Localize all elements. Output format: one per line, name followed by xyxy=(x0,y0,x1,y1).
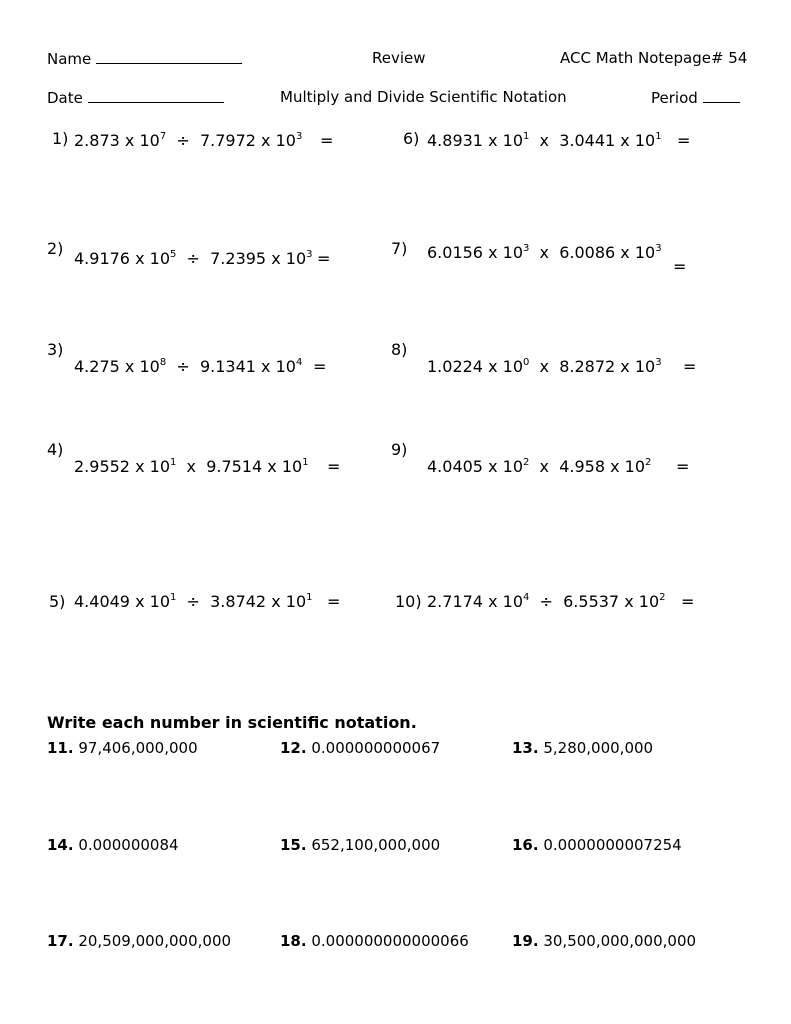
operand-b: 7.2395 xyxy=(210,249,267,268)
operator: x xyxy=(186,457,197,476)
operator: x xyxy=(539,131,550,150)
exponent-a: 7 xyxy=(159,131,167,142)
operator: x xyxy=(539,243,550,262)
exponent-a: 1 xyxy=(170,457,177,468)
sn-item-number: 16. xyxy=(512,836,539,854)
times-ten-a: x 10 xyxy=(124,131,160,150)
equals-sign: = xyxy=(327,457,341,476)
problem-expression xyxy=(427,243,662,262)
sn-item-17 xyxy=(47,932,231,950)
date-blank[interactable] xyxy=(88,88,224,103)
times-ten-b: x 10 xyxy=(271,249,307,268)
times-ten-a: x 10 xyxy=(488,243,523,262)
operand-a: 4.4049 xyxy=(74,592,130,611)
exponent-a: 1 xyxy=(170,592,177,603)
sn-item-value: 97,406,000,000 xyxy=(73,739,198,757)
operator: x xyxy=(539,357,550,376)
operand-b: 6.0086 xyxy=(559,243,616,262)
sn-item-18 xyxy=(280,932,469,950)
equals-sign: = xyxy=(681,592,695,611)
section-instruction: Write each number in scientific notation. xyxy=(47,713,417,732)
sn-item-number: 17. xyxy=(47,932,74,950)
operand-a: 4.275 xyxy=(74,357,120,376)
times-ten-b: x 10 xyxy=(624,592,660,611)
problem-expression xyxy=(74,457,309,476)
sn-item-value: 0.000000084 xyxy=(73,836,179,854)
times-ten-a: x 10 xyxy=(135,592,170,611)
equals-sign: = xyxy=(677,131,691,150)
equals-sign: = xyxy=(683,357,697,376)
sn-item-11 xyxy=(47,739,198,757)
times-ten-b: x 10 xyxy=(620,131,656,150)
exponent-b: 1 xyxy=(306,592,313,603)
sn-item-value: 5,280,000,000 xyxy=(538,739,654,757)
sn-item-number: 15. xyxy=(280,836,307,854)
operator: x xyxy=(539,457,550,476)
times-ten-b: x 10 xyxy=(267,457,303,476)
equals-sign: = xyxy=(313,357,327,376)
operand-a: 2.9552 xyxy=(74,457,130,476)
operand-a: 2.7174 xyxy=(427,592,483,611)
sn-item-12 xyxy=(280,739,440,757)
equals-sign: = xyxy=(317,249,331,268)
exponent-a: 4 xyxy=(523,592,530,603)
exponent-b: 2 xyxy=(645,457,652,468)
problem-number: 6) xyxy=(403,129,420,148)
exponent-b: 1 xyxy=(655,131,662,142)
sn-item-value: 0.0000000007254 xyxy=(538,836,682,854)
sn-item-value: 0.000000000067 xyxy=(306,739,441,757)
exponent-a: 5 xyxy=(170,249,177,260)
sn-item-number: 14. xyxy=(47,836,74,854)
times-ten-a: x 10 xyxy=(488,131,523,150)
exponent-a: 8 xyxy=(159,357,167,368)
review-label: Review xyxy=(372,49,426,67)
operand-b: 8.2872 xyxy=(559,357,616,376)
times-ten-b: x 10 xyxy=(261,357,296,376)
sn-item-15 xyxy=(280,836,440,854)
name-label: Name xyxy=(47,50,92,68)
exponent-a: 0 xyxy=(523,357,530,368)
times-ten-b: x 10 xyxy=(620,243,656,262)
date-field xyxy=(47,88,224,107)
name-field xyxy=(47,49,242,68)
operator: ÷ xyxy=(186,592,200,611)
times-ten-b: x 10 xyxy=(620,357,656,376)
problem-expression xyxy=(427,457,651,476)
equals-sign: = xyxy=(327,592,341,611)
sn-item-number: 12. xyxy=(280,739,307,757)
problem-number: 5) xyxy=(49,592,66,611)
equals-sign: = xyxy=(320,131,334,150)
sn-item-13 xyxy=(512,739,653,757)
problem-expression xyxy=(427,357,662,376)
operand-b: 7.7972 xyxy=(199,131,256,150)
times-ten-a: x 10 xyxy=(488,357,523,376)
problem-number: 4) xyxy=(47,440,64,459)
exponent-a: 2 xyxy=(523,457,530,468)
sn-item-14 xyxy=(47,836,179,854)
equals-sign: = xyxy=(676,457,690,476)
sn-item-value: 20,509,000,000,000 xyxy=(73,932,232,950)
notepage-label: ACC Math Notepage# 54 xyxy=(560,49,748,67)
problem-number: 7) xyxy=(391,239,408,258)
problem-expression xyxy=(74,249,313,268)
exponent-a: 1 xyxy=(523,131,530,142)
exponent-b: 1 xyxy=(302,457,309,468)
problem-expression xyxy=(74,357,302,376)
name-blank[interactable] xyxy=(96,49,242,64)
times-ten-a: x 10 xyxy=(135,249,170,268)
problem-number: 1) xyxy=(52,129,69,148)
date-label: Date xyxy=(47,89,83,107)
sn-item-number: 18. xyxy=(280,932,307,950)
problem-number: 9) xyxy=(391,440,408,459)
operand-b: 9.7514 xyxy=(206,457,263,476)
times-ten-b: x 10 xyxy=(271,592,307,611)
operator: ÷ xyxy=(176,357,190,376)
operand-b: 6.5537 xyxy=(563,592,620,611)
times-ten-a: x 10 xyxy=(488,457,523,476)
sn-item-value: 0.000000000000066 xyxy=(306,932,469,950)
problem-expression xyxy=(427,131,662,150)
equals-sign: = xyxy=(673,257,687,276)
operand-b: 3.0441 xyxy=(559,131,616,150)
sn-item-number: 19. xyxy=(512,932,539,950)
worksheet-subtitle: Multiply and Divide Scientific Notation xyxy=(280,88,567,106)
exponent-b: 2 xyxy=(659,592,666,603)
sn-item-number: 13. xyxy=(512,739,539,757)
exponent-b: 3 xyxy=(295,131,303,142)
problem-expression xyxy=(427,592,666,611)
operand-a: 4.0405 xyxy=(427,457,483,476)
sn-item-16 xyxy=(512,836,682,854)
operand-a: 6.0156 xyxy=(427,243,483,262)
exponent-b: 4 xyxy=(295,357,303,368)
operator: ÷ xyxy=(186,249,200,268)
sn-item-19 xyxy=(512,932,696,950)
sn-item-number: 11. xyxy=(47,739,74,757)
operand-a: 4.8931 xyxy=(427,131,483,150)
problem-number: 3) xyxy=(47,340,64,359)
exponent-b: 3 xyxy=(306,249,313,260)
sn-item-value: 30,500,000,000,000 xyxy=(538,932,697,950)
operand-a: 2.873 xyxy=(74,131,120,150)
problem-number: 10) xyxy=(395,592,422,611)
operand-b: 9.1341 xyxy=(199,357,256,376)
period-blank[interactable] xyxy=(703,88,740,103)
period-label: Period xyxy=(651,89,698,107)
problem-expression xyxy=(74,131,302,150)
times-ten-b: x 10 xyxy=(261,131,296,150)
exponent-a: 3 xyxy=(523,243,530,254)
exponent-b: 3 xyxy=(655,357,662,368)
period-field xyxy=(651,88,740,107)
operand-a: 1.0224 xyxy=(427,357,483,376)
problem-number: 8) xyxy=(391,340,408,359)
operand-b: 3.8742 xyxy=(210,592,267,611)
times-ten-a: x 10 xyxy=(124,357,160,376)
times-ten-a: x 10 xyxy=(488,592,523,611)
problem-number: 2) xyxy=(47,239,64,258)
times-ten-b: x 10 xyxy=(610,457,646,476)
problem-expression xyxy=(74,592,313,611)
operand-a: 4.9176 xyxy=(74,249,130,268)
times-ten-a: x 10 xyxy=(135,457,170,476)
operand-b: 4.958 xyxy=(559,457,605,476)
sn-item-value: 652,100,000,000 xyxy=(306,836,441,854)
operator: ÷ xyxy=(539,592,553,611)
exponent-b: 3 xyxy=(655,243,662,254)
operator: ÷ xyxy=(176,131,190,150)
